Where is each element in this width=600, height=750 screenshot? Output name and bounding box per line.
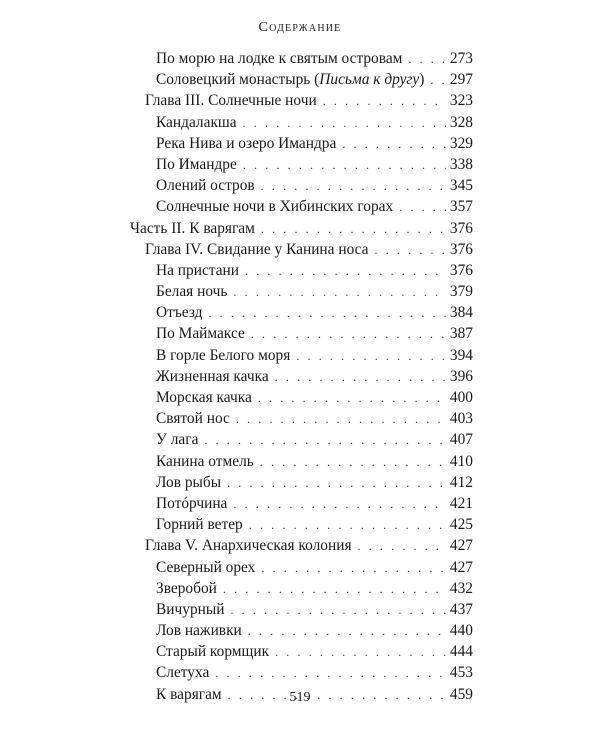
toc-chapter-entry: [130, 535, 473, 556]
toc-entry-title-text: В горле Белого моря: [156, 346, 291, 364]
toc-entry-title: [156, 196, 393, 217]
toc-entry-title-text: Соловецкий монастырь (: [156, 71, 320, 89]
toc-entry-page: 425: [449, 516, 473, 534]
toc-entry-title: [156, 408, 230, 429]
toc-entry-page: 387: [449, 325, 473, 343]
toc-entry-title-text: Старый кормщик: [156, 643, 270, 661]
toc-entry-page: 345: [449, 177, 473, 195]
dot-leader: [230, 600, 445, 621]
toc-entry-page: 453: [449, 664, 473, 682]
dot-leader: [408, 49, 446, 70]
dot-leader: [243, 113, 446, 134]
toc-entry-title-text: У лага: [156, 431, 199, 449]
toc-entry-page: 297: [449, 71, 473, 89]
dot-leader: [399, 197, 446, 218]
toc-entry-title: [156, 281, 227, 302]
toc-entry-title: [156, 472, 221, 493]
toc-section-entry: [130, 557, 473, 578]
toc-section-entry: [130, 493, 473, 514]
toc-entry-title: [145, 239, 369, 260]
toc-entry-title-text: Потóрчина: [156, 494, 228, 512]
dot-leader: [358, 536, 446, 557]
toc-entry-page: 394: [449, 346, 473, 364]
toc-entry-title: [156, 578, 217, 599]
toc-entry-title-text: Река Нива и озеро Имандра: [156, 134, 337, 152]
toc-entry-title: [156, 48, 402, 69]
toc-entry-title-text: Лов наживки: [156, 622, 242, 640]
dot-leader: [375, 240, 446, 261]
toc-entry-title: [156, 260, 239, 281]
toc-entry-title-text: По морю на лодке к святым островам: [156, 50, 403, 67]
dot-leader: [248, 621, 446, 642]
dot-leader: [236, 409, 446, 430]
toc-chapter-entry: [130, 90, 473, 111]
dot-leader: [233, 282, 446, 303]
toc-entry-title: [156, 429, 198, 450]
toc-section-entry: [130, 48, 473, 69]
toc-section-entry: [130, 429, 473, 450]
dot-leader: [430, 70, 445, 91]
toc-entry-page: 437: [449, 600, 473, 618]
toc-entry-title-text: Олений остров: [156, 177, 255, 195]
toc-entry-page: 379: [449, 283, 473, 301]
dot-leader: [296, 346, 446, 367]
toc-entry-title: [145, 90, 317, 111]
toc-entry-page: 412: [449, 473, 473, 491]
dot-leader: [243, 155, 446, 176]
toc-entry-page: 396: [449, 367, 473, 385]
dot-leader: [323, 91, 446, 112]
toc-entry-page: 403: [449, 410, 473, 428]
toc-entry-page: 427: [449, 558, 473, 576]
toc-entry-title: [145, 535, 352, 556]
dot-leader: [251, 324, 446, 345]
toc-entry-title: [156, 69, 424, 90]
page-header: Содержание: [258, 20, 342, 35]
toc-entry-title-text: К варягам: [156, 685, 222, 703]
dot-leader: [223, 579, 446, 600]
dot-leader: [245, 261, 446, 282]
toc-entry-title: [156, 345, 290, 366]
page-number: 519: [289, 690, 311, 705]
toc-entry-title: [156, 323, 245, 344]
toc-section-entry: [130, 260, 473, 281]
toc-entry-title-text: Белая ночь: [156, 283, 228, 301]
toc-entry-title-text: Святой нос: [156, 410, 230, 428]
dot-leader: [208, 303, 445, 324]
toc-entry-title-text: По Имандре: [156, 155, 237, 173]
toc-entry-title-text: Лов рыбы: [156, 473, 222, 491]
toc-section-entry: [130, 662, 473, 683]
toc-section-entry: [130, 472, 473, 493]
toc-part-entry: [130, 218, 473, 239]
dot-leader: [233, 494, 446, 515]
toc-section-entry: [130, 302, 473, 323]
toc-entry-title: [156, 133, 336, 154]
dot-leader: [215, 663, 446, 684]
toc-entry-page: 273: [449, 50, 473, 67]
toc-entry-page: 376: [449, 240, 473, 258]
toc-entry-title-suffix: ): [419, 71, 425, 89]
toc-entry-title-text: Северный орех: [156, 558, 256, 576]
toc-entry-page: 427: [449, 537, 473, 555]
toc-section-entry: [130, 112, 473, 133]
toc-entry-page: 400: [449, 389, 473, 406]
dot-leader: [204, 430, 446, 451]
toc-entry-title-text: Зверобой: [156, 579, 217, 597]
toc-entry-title: [156, 112, 237, 133]
toc-entry-title-text: Часть II. К варягам: [130, 219, 255, 237]
toc-entry-title: [156, 387, 252, 408]
dot-leader: [342, 134, 446, 155]
toc-entry-title-text: Вичурный: [156, 600, 225, 618]
toc-entry-title: [156, 302, 202, 323]
toc-entry-title: [156, 493, 227, 514]
dot-leader: [275, 367, 446, 388]
toc-entry-page: 329: [449, 134, 473, 152]
toc-entry-page: 323: [449, 92, 473, 110]
toc-entry-title: [156, 599, 224, 620]
toc-entry-title-text: Канина отмель: [156, 452, 254, 470]
toc-entry-title-italic: Письма к другу: [319, 71, 420, 89]
table-of-contents: [130, 48, 473, 705]
toc-entry-title-text: Слетуха: [156, 664, 210, 682]
toc-entry-page: 459: [449, 685, 473, 703]
dot-leader: [249, 515, 446, 536]
toc-entry-page: 376: [449, 219, 473, 237]
toc-entry-title: [156, 154, 237, 175]
toc-section-entry: [130, 641, 473, 662]
toc-entry-title-text: Отъезд: [156, 304, 203, 322]
dot-leader: [258, 388, 446, 409]
toc-section-entry: [130, 154, 473, 175]
toc-section-entry: [130, 69, 473, 90]
toc-entry-title-text: Морская качка: [156, 389, 252, 406]
toc-entry-page: 338: [449, 155, 473, 173]
toc-entry-page: 432: [449, 579, 473, 597]
toc-section-entry: [130, 323, 473, 344]
toc-entry-title-text: Глава V. Анархическая колония: [145, 537, 352, 555]
toc-entry-title-text: Глава III. Солнечные ночи: [145, 92, 317, 110]
toc-entry-title: [156, 620, 242, 641]
toc-section-entry: [130, 408, 473, 429]
toc-entry-page: 440: [449, 622, 473, 640]
toc-section-entry: [130, 366, 473, 387]
toc-section-entry: [130, 345, 473, 366]
dot-leader: [261, 558, 446, 579]
toc-entry-title-text: Кандалакша: [156, 113, 237, 131]
toc-entry-page: 410: [449, 452, 473, 470]
toc-entry-page: 407: [449, 431, 473, 449]
toc-entry-page: 328: [449, 113, 473, 131]
toc-entry-page: 357: [449, 198, 473, 216]
toc-entry-title-text: Солнечные ночи в Хибинских горах: [156, 198, 394, 216]
toc-entry-title: [156, 514, 243, 535]
toc-entry-page: 376: [449, 261, 473, 279]
toc-entry-title: [156, 662, 209, 683]
toc-entry-page: 421: [449, 494, 473, 512]
dot-leader: [227, 473, 446, 494]
toc-entry-title-text: Жизненная качка: [156, 367, 269, 385]
toc-section-entry: [130, 599, 473, 620]
toc-entry-title: [156, 641, 269, 662]
dot-leader: [261, 219, 446, 240]
toc-section-entry: [130, 578, 473, 599]
toc-section-entry: [130, 451, 473, 472]
toc-entry-page: 384: [449, 304, 473, 322]
toc-section-entry: [130, 387, 473, 408]
toc-entry-title-text: На пристани: [156, 261, 240, 279]
toc-entry-title-text: Горний ветер: [156, 516, 243, 534]
toc-section-entry: [130, 620, 473, 641]
toc-section-entry: [130, 281, 473, 302]
dot-leader: [275, 642, 446, 663]
toc-entry-title: [156, 557, 255, 578]
toc-entry-title: [130, 218, 255, 239]
dot-leader: [260, 452, 446, 473]
toc-section-entry: [130, 175, 473, 196]
toc-section-entry: [130, 196, 473, 217]
toc-section-entry: [130, 133, 473, 154]
toc-entry-title: [156, 366, 269, 387]
toc-entry-title-text: По Маймаксе: [156, 325, 245, 343]
toc-entry-title: [156, 451, 254, 472]
toc-entry-title-text: Глава IV. Свидание у Канина носа: [145, 240, 369, 258]
dot-leader: [261, 176, 446, 197]
toc-chapter-entry: [130, 239, 473, 260]
toc-entry-page: 444: [449, 643, 473, 661]
toc-section-entry: [130, 514, 473, 535]
toc-entry-title: [156, 175, 255, 196]
